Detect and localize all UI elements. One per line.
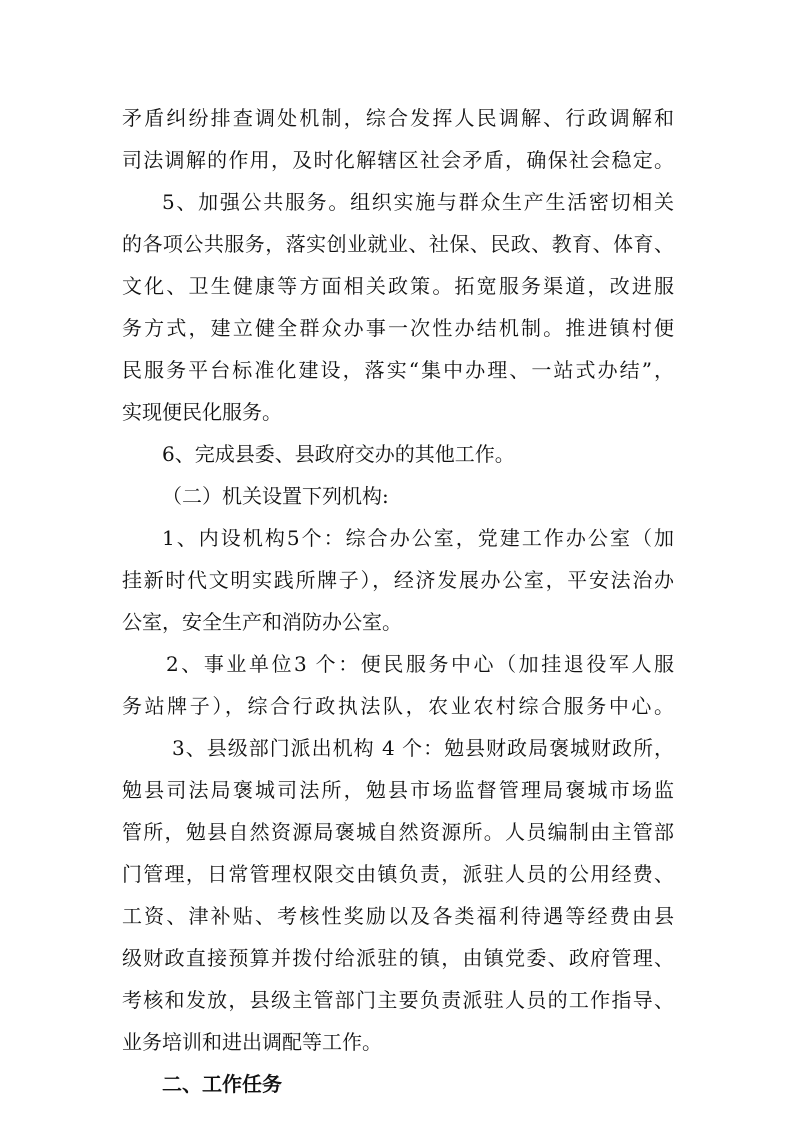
text-line: 2、事业单位3 个：便民服务中心（加挂退役军人服 <box>166 652 674 676</box>
text-line: 6、完成县委、县政府交办的其他工作。 <box>162 442 515 466</box>
text-line: 文化、卫生健康等方面相关政策。拓宽服务渠道，改进服 <box>122 274 674 298</box>
section-heading: 二、工作任务 <box>162 1072 282 1096</box>
text-line: 3、县级部门派出机构 4 个：勉县财政局褒城财政所， <box>172 736 674 760</box>
text-line: 矛盾纠纷排查调处机制，综合发挥人民调解、行政调解和 <box>122 106 674 130</box>
text-line: 司法调解的作用，及时化解辖区社会矛盾，确保社会稳定。 <box>122 148 674 172</box>
text-line: 管所，勉县自然资源局褒城自然资源所。人员编制由主管部 <box>122 820 674 844</box>
text-line: 门管理，日常管理权限交由镇负责，派驻人员的公用经费、 <box>122 862 674 886</box>
text-line: 级财政直接预算并拨付给派驻的镇，由镇党委、政府管理、 <box>122 946 674 970</box>
text-line: 业务培训和进出调配等工作。 <box>122 1030 382 1054</box>
text-line: 工资、津补贴、考核性奖励以及各类福利待遇等经费由县 <box>122 904 674 928</box>
text-line: 考核和发放，县级主管部门主要负责派驻人员的工作指导、 <box>122 988 674 1012</box>
text-line: 勉县司法局褒城司法所，勉县市场监督管理局褒城市场监 <box>122 778 674 802</box>
text-line: 的各项公共服务，落实创业就业、社保、民政、教育、体育、 <box>122 232 674 256</box>
text-line: 实现便民化服务。 <box>122 400 282 424</box>
text-line: 民服务平台标准化建设，落实“集中办理、一站式办结”， <box>122 358 674 382</box>
text-line: （二）机关设置下列机构: <box>162 484 389 508</box>
text-line: 5、加强公共服务。组织实施与群众生产生活密切相关 <box>162 190 674 214</box>
text-line: 公室，安全生产和消防办公室。 <box>122 610 402 634</box>
text-line: 务方式，建立健全群众办事一次性办结机制。推进镇村便 <box>122 316 674 340</box>
text-line: 1、内设机构5个：综合办公室，党建工作办公室（加 <box>162 526 674 550</box>
text-line: 挂新时代文明实践所牌子），经济发展办公室，平安法治办 <box>122 568 674 592</box>
text-line: 务站牌子），综合行政执法队，农业农村综合服务中心。 <box>122 694 674 718</box>
